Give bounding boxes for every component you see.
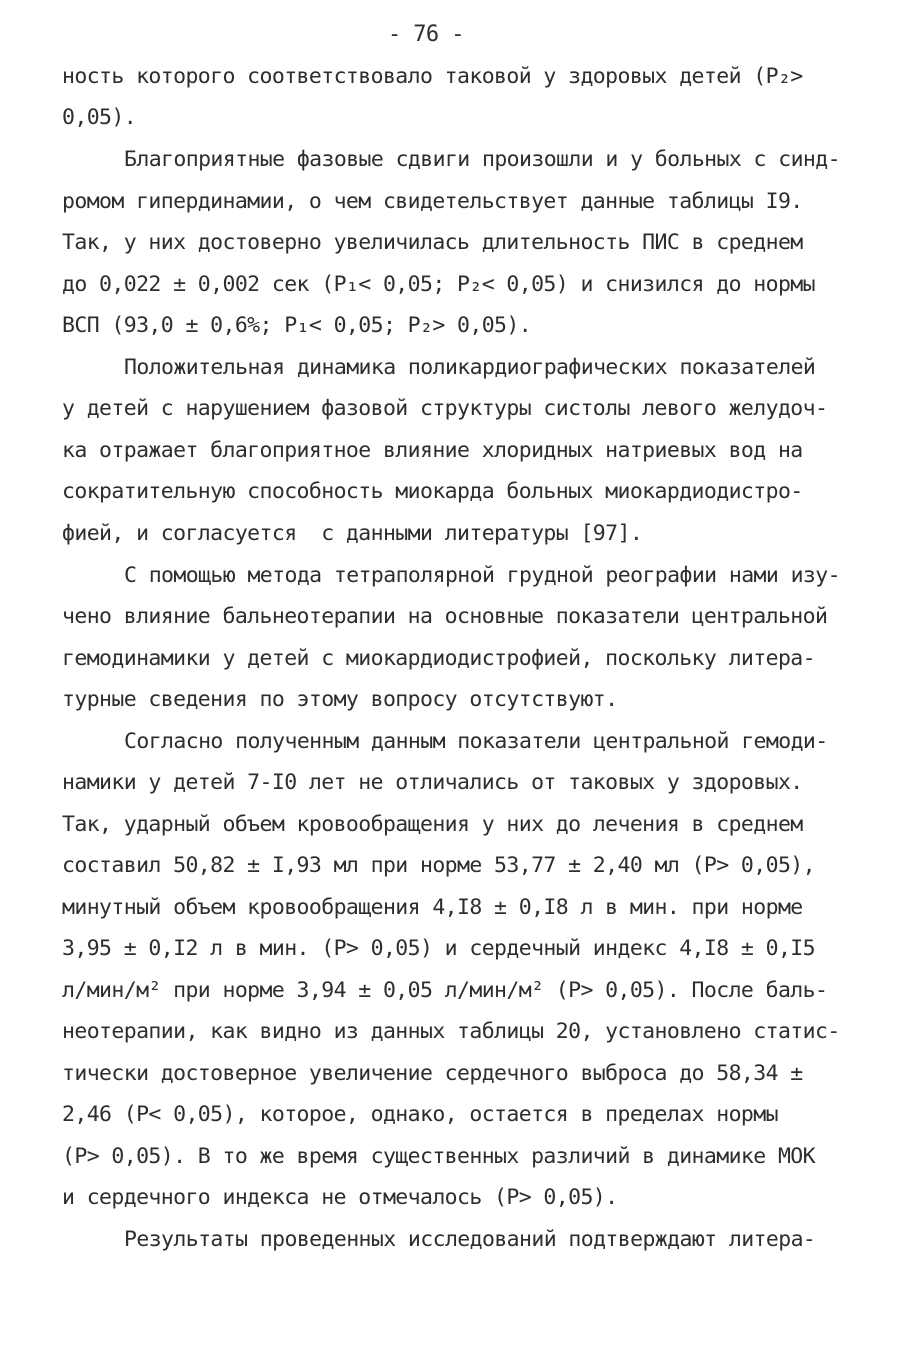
text-line: составил 50,82 ± I,93 мл при норме 53,77 ± 2,40 мл (P> 0,05), bbox=[62, 853, 815, 878]
text-line: Результаты проведенных исследований подтверждают литера- bbox=[124, 1227, 816, 1252]
text-line: ность которого соответствовало таковой у здоровых детей (P₂> bbox=[62, 64, 803, 89]
text-line: Так, у них достоверно увеличилась длительность ПИС в среднем bbox=[62, 230, 803, 255]
text-line: фией, и согласуется с данными литературы [97]. bbox=[62, 521, 643, 546]
text-line: намики у детей 7-I0 лет не отличались от таковых у здоровых. bbox=[62, 770, 803, 795]
text-line: (P> 0,05). В то же время существенных различий в динамике МОК bbox=[62, 1144, 815, 1169]
text-line: л/мин/м² при норме 3,94 ± 0,05 л/мин/м² (P> 0,05). После баль- bbox=[62, 978, 828, 1003]
text-line: Согласно полученным данным показатели центральной гемоди- bbox=[124, 729, 828, 754]
text-line: Положительная динамика поликардиографических показателей bbox=[124, 355, 816, 380]
text-line: 0,05). bbox=[62, 105, 137, 130]
text-line: тически достоверное увеличение сердечного выброса до 58,34 ± bbox=[62, 1061, 803, 1086]
text-line: чено влияние бальнеотерапии на основные показатели центральной bbox=[62, 604, 828, 629]
text-line: ВСП (93,0 ± 0,6%; P₁< 0,05; P₂> 0,05). bbox=[62, 313, 532, 338]
text-line: и сердечного индекса не отмечалось (P> 0,05). bbox=[62, 1185, 618, 1210]
text-line: турные сведения по этому вопросу отсутствуют. bbox=[62, 687, 618, 712]
text-line: 3,95 ± 0,I2 л в мин. (P> 0,05) и сердечный индекс 4,I8 ± 0,I5 bbox=[62, 936, 815, 961]
text-line: гемодинамики у детей с миокардиодистрофией, поскольку литера- bbox=[62, 646, 815, 671]
text-line: ка отражает благоприятное влияние хлоридных натриевых вод на bbox=[62, 438, 803, 463]
page-number: - 76 - bbox=[388, 22, 464, 47]
text-line: у детей с нарушением фазовой структуры систолы левого желудоч- bbox=[62, 396, 828, 421]
text-line: до 0,022 ± 0,002 сек (P₁< 0,05; P₂< 0,05) и снизился до нормы bbox=[62, 272, 815, 297]
text-line: сократительную способность миокарда больных миокардиодистро- bbox=[62, 479, 803, 504]
text-line: 2,46 (P< 0,05), которое, однако, остается в пределах нормы bbox=[62, 1102, 778, 1127]
text-line: Благоприятные фазовые сдвиги произошли и у больных с синд- bbox=[124, 147, 840, 172]
text-line: С помощью метода тетраполярной грудной реографии нами изу- bbox=[124, 563, 840, 588]
text-line: ромом гипердинамии, о чем свидетельствует данные таблицы I9. bbox=[62, 189, 803, 214]
text-line: минутный объем кровообращения 4,I8 ± 0,I8 л в мин. при норме bbox=[62, 895, 803, 920]
text-line: неотерапии, как видно из данных таблицы 20, установлено статис- bbox=[62, 1019, 840, 1044]
text-line: Так, ударный объем кровообращения у них до лечения в среднем bbox=[62, 812, 803, 837]
